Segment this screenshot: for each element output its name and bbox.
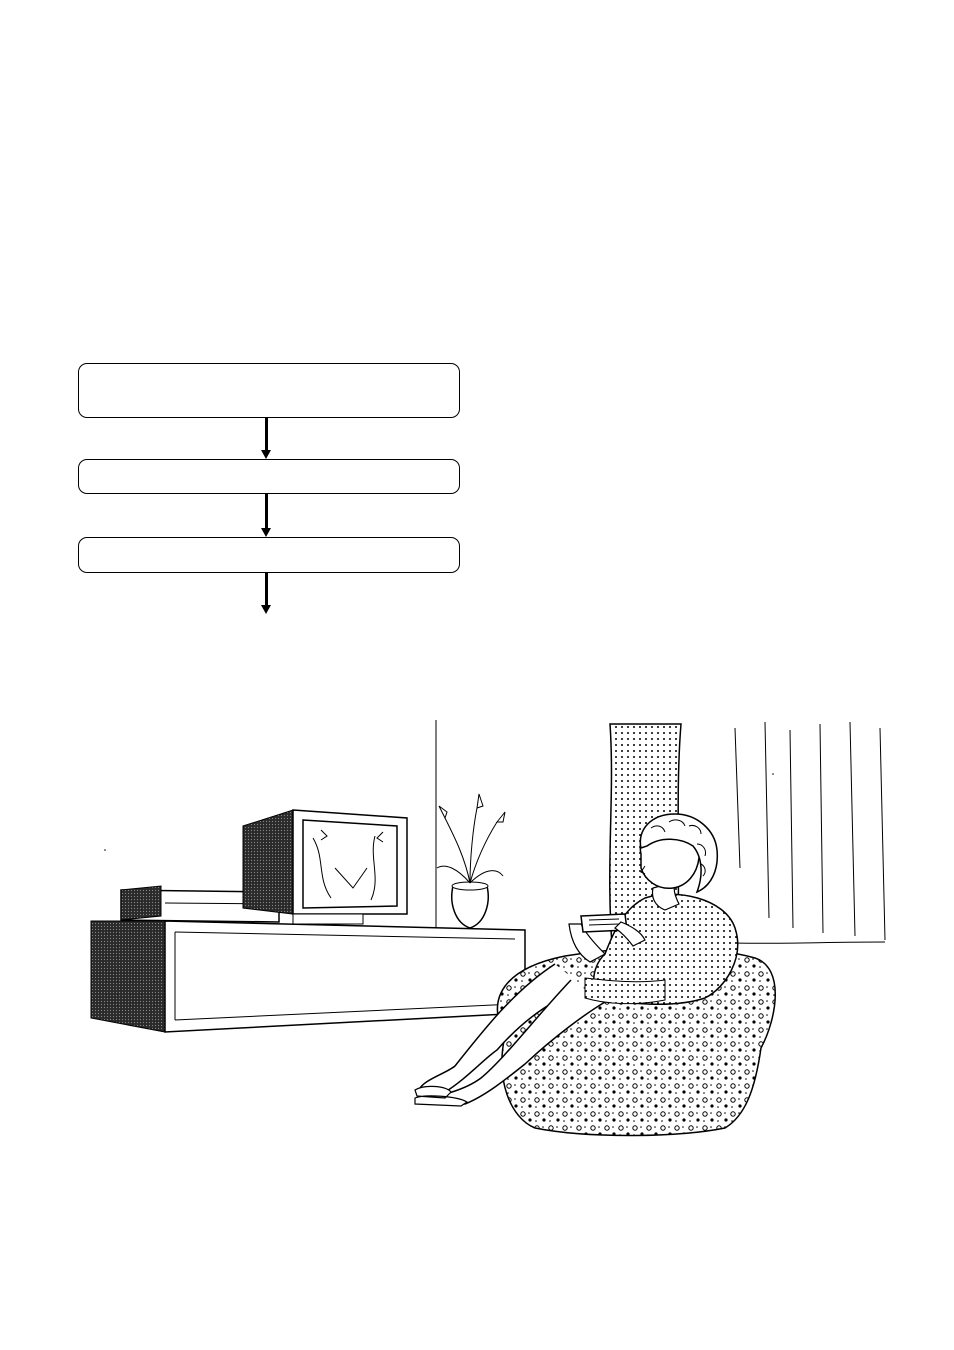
flow-arrow-down-icon: [262, 418, 272, 459]
woman-watching-tv-illustration: [85, 718, 895, 1140]
flow-step-power-on: [78, 459, 460, 494]
flow-arrow-down-icon: [262, 573, 272, 615]
flow-step-select-country: [78, 537, 460, 573]
flow-arrow-down-icon: [262, 494, 272, 537]
flow-step-connect-cables: [78, 363, 460, 418]
